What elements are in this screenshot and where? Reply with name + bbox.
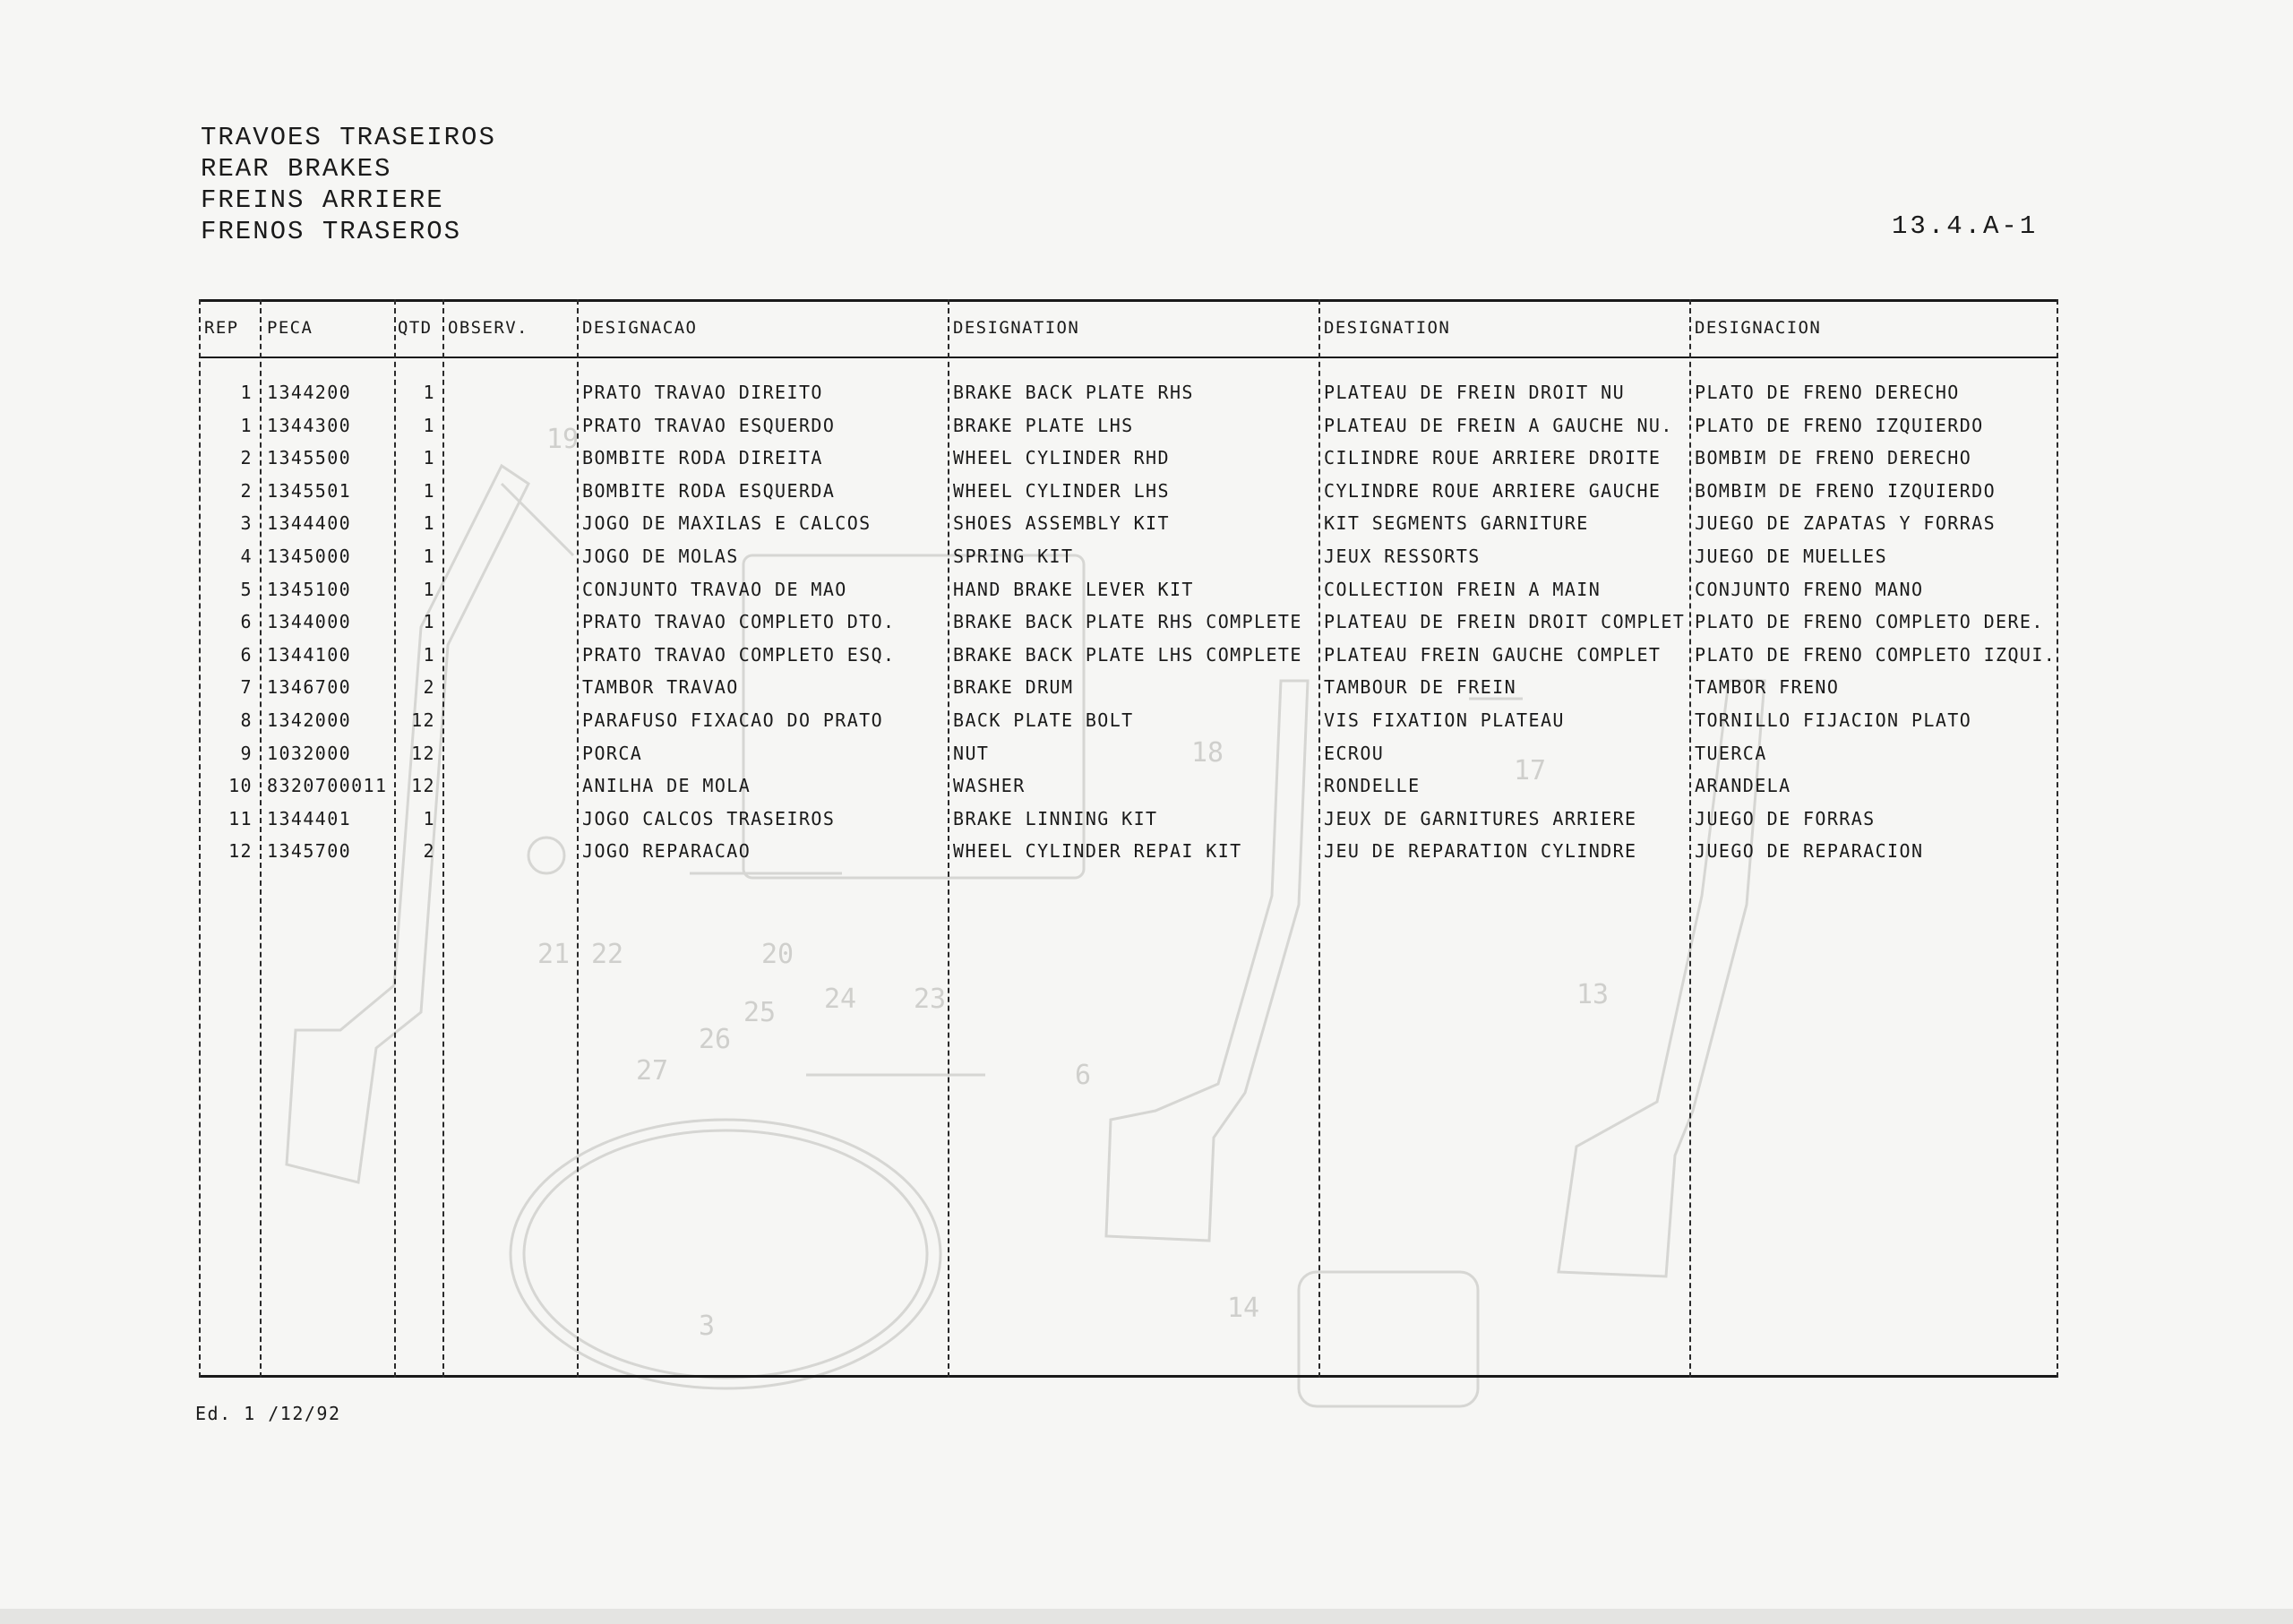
- cell-designation-en: SHOES ASSEMBLY KIT: [953, 512, 1170, 535]
- cell-rep: 7: [240, 676, 253, 699]
- cell-designacion: ARANDELA: [1695, 775, 1791, 797]
- diagram-label: 21: [537, 939, 571, 970]
- cell-designation-en: WHEEL CYLINDER RHD: [953, 447, 1170, 469]
- cell-qtd: 1: [423, 447, 435, 469]
- cell-qtd: 1: [423, 382, 435, 403]
- cell-designacion: PLATO DE FRENO IZQUIERDO: [1695, 414, 1984, 436]
- cell-designation-fr: PLATEAU FREIN GAUCHE COMPLET: [1324, 643, 1662, 666]
- cell-peca: 1344100: [267, 643, 352, 666]
- cell-designacion: TUERCA: [1695, 742, 1767, 764]
- cell-designation-fr: TAMBOUR DE FREIN: [1324, 676, 1517, 699]
- cell-designacao: TAMBOR TRAVAO: [582, 676, 739, 699]
- cell-rep: 12: [228, 840, 253, 863]
- cell-designacion: TAMBOR FRENO: [1695, 676, 1840, 699]
- cell-designation-en: BRAKE LINNING KIT: [953, 807, 1158, 829]
- diagram-label: 18: [1191, 737, 1224, 769]
- title-spanish: FRENOS TRASEROS: [201, 217, 462, 246]
- cell-peca: 1345700: [267, 840, 352, 863]
- header-observ: OBSERV.: [448, 318, 528, 338]
- cell-rep: 3: [240, 512, 253, 535]
- diagram-label: 19: [546, 424, 580, 455]
- cell-designacao: PARAFUSO FIXACAO DO PRATO: [582, 709, 884, 731]
- cell-designation-en: WHEEL CYLINDER LHS: [953, 479, 1170, 502]
- cell-designacion: PLATO DE FRENO DERECHO: [1695, 382, 1960, 403]
- cell-designation-fr: VIS FIXATION PLATEAU: [1324, 709, 1565, 731]
- column-divider: [1689, 299, 1691, 1378]
- cell-designacao: ANILHA DE MOLA: [582, 775, 751, 797]
- cell-designacion: BOMBIM DE FRENO DERECHO: [1695, 447, 1972, 469]
- column-divider: [577, 299, 579, 1378]
- cell-designation-fr: PLATEAU DE FREIN DROIT COMPLET: [1324, 611, 1686, 633]
- cell-designation-en: BRAKE DRUM: [953, 676, 1074, 699]
- table-header-rule: [199, 357, 2058, 358]
- cell-designation-fr: CILINDRE ROUE ARRIERE DROITE: [1324, 447, 1662, 469]
- cell-designation-en: BRAKE BACK PLATE RHS COMPLETE: [953, 611, 1302, 633]
- cell-qtd: 2: [423, 840, 435, 863]
- cell-rep: 9: [240, 742, 253, 764]
- cell-peca: 1344400: [267, 512, 352, 535]
- cell-designation-fr: ECROU: [1324, 742, 1385, 764]
- cell-designacao: BOMBITE RODA DIREITA: [582, 447, 823, 469]
- diagram-label: 14: [1227, 1293, 1260, 1324]
- cell-designacion: JUEGO DE MUELLES: [1695, 546, 1888, 567]
- cell-qtd: 1: [423, 546, 435, 567]
- cell-rep: 11: [228, 807, 253, 829]
- column-divider: [2057, 299, 2058, 1378]
- cell-designation-fr: KIT SEGMENTS GARNITURE: [1324, 512, 1589, 535]
- cell-peca: 1344000: [267, 611, 352, 633]
- cell-designation-fr: COLLECTION FREIN A MAIN: [1324, 578, 1602, 600]
- cell-qtd: 1: [423, 479, 435, 502]
- cell-designacao: JOGO DE MAXILAS E CALCOS: [582, 512, 872, 535]
- cell-designation-fr: JEUX DE GARNITURES ARRIERE: [1324, 807, 1637, 829]
- parts-table: [199, 299, 2058, 1378]
- diagram-label: 22: [591, 939, 624, 970]
- cell-peca: 8320700011: [267, 775, 388, 797]
- cell-designation-en: SPRING KIT: [953, 546, 1074, 567]
- cell-rep: 8: [240, 709, 253, 731]
- cell-designation-en: HAND BRAKE LEVER KIT: [953, 578, 1194, 600]
- cell-designation-en: WASHER: [953, 775, 1026, 797]
- diagram-label: 26: [699, 1024, 732, 1055]
- header-qtd: QTD: [398, 318, 433, 338]
- cell-rep: 4: [240, 546, 253, 567]
- cell-designacao: PRATO TRAVAO COMPLETO DTO.: [582, 611, 896, 633]
- diagram-label: 13: [1576, 979, 1610, 1010]
- title-french: FREINS ARRIERE: [201, 185, 444, 215]
- cell-rep: 1: [240, 414, 253, 436]
- cell-peca: 1344401: [267, 807, 352, 829]
- diagram-label: 24: [824, 984, 857, 1015]
- cell-peca: 1345100: [267, 578, 352, 600]
- cell-rep: 10: [228, 775, 253, 797]
- cell-designacao: PRATO TRAVAO COMPLETO ESQ.: [582, 643, 896, 666]
- cell-rep: 2: [240, 447, 253, 469]
- cell-qtd: 1: [423, 611, 435, 633]
- cell-designation-en: BACK PLATE BOLT: [953, 709, 1134, 731]
- cell-qtd: 1: [423, 512, 435, 535]
- cell-peca: 1344300: [267, 414, 352, 436]
- cell-designation-fr: JEU DE REPARATION CYLINDRE: [1324, 840, 1637, 863]
- header-designation-fr: DESIGNATION: [1324, 318, 1451, 338]
- cell-qtd: 1: [423, 643, 435, 666]
- cell-peca: 1345500: [267, 447, 352, 469]
- cell-designation-fr: RONDELLE: [1324, 775, 1421, 797]
- cell-qtd: 12: [411, 742, 435, 764]
- cell-qtd: 1: [423, 807, 435, 829]
- title-english: REAR BRAKES: [201, 154, 392, 184]
- cell-designation-fr: PLATEAU DE FREIN A GAUCHE NU.: [1324, 414, 1673, 436]
- diagram-label: 17: [1514, 755, 1547, 786]
- cell-qtd: 12: [411, 775, 435, 797]
- title-portuguese: TRAVOES TRASEIROS: [201, 123, 496, 152]
- cell-rep: 6: [240, 611, 253, 633]
- cell-peca: 1345501: [267, 479, 352, 502]
- header-peca: PECA: [267, 318, 313, 338]
- header-designacion: DESIGNACION: [1695, 318, 1822, 338]
- page-code: 13.4.A-1: [1892, 211, 2039, 241]
- cell-rep: 5: [240, 578, 253, 600]
- column-divider: [948, 299, 949, 1378]
- cell-rep: 6: [240, 643, 253, 666]
- column-divider: [260, 299, 262, 1378]
- cell-designation-en: BRAKE BACK PLATE LHS COMPLETE: [953, 643, 1302, 666]
- cell-designacao: JOGO CALCOS TRASEIROS: [582, 807, 836, 829]
- cell-designacao: BOMBITE RODA ESQUERDA: [582, 479, 836, 502]
- cell-designation-en: BRAKE BACK PLATE RHS: [953, 382, 1194, 403]
- cell-qtd: 2: [423, 676, 435, 699]
- cell-designation-fr: PLATEAU DE FREIN DROIT NU: [1324, 382, 1626, 403]
- cell-designacao: PORCA: [582, 742, 643, 764]
- cell-designacion: PLATO DE FRENO COMPLETO DERE.: [1695, 611, 2044, 633]
- header-designacao: DESIGNACAO: [582, 318, 698, 338]
- table-bottom-rule: [199, 1375, 2058, 1378]
- cell-designation-fr: CYLINDRE ROUE ARRIERE GAUCHE: [1324, 479, 1662, 502]
- diagram-label: 27: [636, 1055, 669, 1087]
- cell-designacion: JUEGO DE REPARACION: [1695, 840, 1924, 863]
- cell-designacion: BOMBIM DE FRENO IZQUIERDO: [1695, 479, 1997, 502]
- cell-designation-en: WHEEL CYLINDER REPAI KIT: [953, 840, 1242, 863]
- cell-rep: 1: [240, 382, 253, 403]
- cell-rep: 2: [240, 479, 253, 502]
- cell-qtd: 1: [423, 578, 435, 600]
- table-top-rule: [199, 299, 2058, 302]
- cell-designacao: JOGO REPARACAO: [582, 840, 751, 863]
- cell-designation-en: NUT: [953, 742, 990, 764]
- diagram-label: 3: [699, 1310, 716, 1342]
- header-designation-en: DESIGNATION: [953, 318, 1080, 338]
- cell-designation-en: BRAKE PLATE LHS: [953, 414, 1134, 436]
- column-divider: [442, 299, 444, 1378]
- cell-peca: 1345000: [267, 546, 352, 567]
- cell-peca: 1344200: [267, 382, 352, 403]
- cell-peca: 1346700: [267, 676, 352, 699]
- cell-designacao: PRATO TRAVAO ESQUERDO: [582, 414, 836, 436]
- cell-designacao: CONJUNTO TRAVAO DE MAO: [582, 578, 847, 600]
- cell-designacion: JUEGO DE FORRAS: [1695, 807, 1876, 829]
- cell-designacion: JUEGO DE ZAPATAS Y FORRAS: [1695, 512, 1997, 535]
- column-divider: [1318, 299, 1320, 1378]
- edition-date: Ed. 1 /12/92: [195, 1403, 341, 1424]
- cell-designacao: PRATO TRAVAO DIREITO: [582, 382, 823, 403]
- cell-designacao: JOGO DE MOLAS: [582, 546, 739, 567]
- cell-designacion: TORNILLO FIJACION PLATO: [1695, 709, 1972, 731]
- header-rep: REP: [204, 318, 239, 338]
- cell-qtd: 12: [411, 709, 435, 731]
- diagram-label: 25: [743, 997, 777, 1028]
- cell-peca: 1342000: [267, 709, 352, 731]
- cell-designation-fr: JEUX RESSORTS: [1324, 546, 1481, 567]
- cell-peca: 1032000: [267, 742, 352, 764]
- diagram-label: 23: [914, 984, 947, 1015]
- document-title: [201, 122, 496, 247]
- cell-qtd: 1: [423, 414, 435, 436]
- diagram-label: 6: [1075, 1060, 1092, 1091]
- cell-designacion: PLATO DE FRENO COMPLETO IZQUI.: [1695, 643, 2057, 666]
- cell-designacion: CONJUNTO FRENO MANO: [1695, 578, 1924, 600]
- diagram-label: 20: [761, 939, 794, 970]
